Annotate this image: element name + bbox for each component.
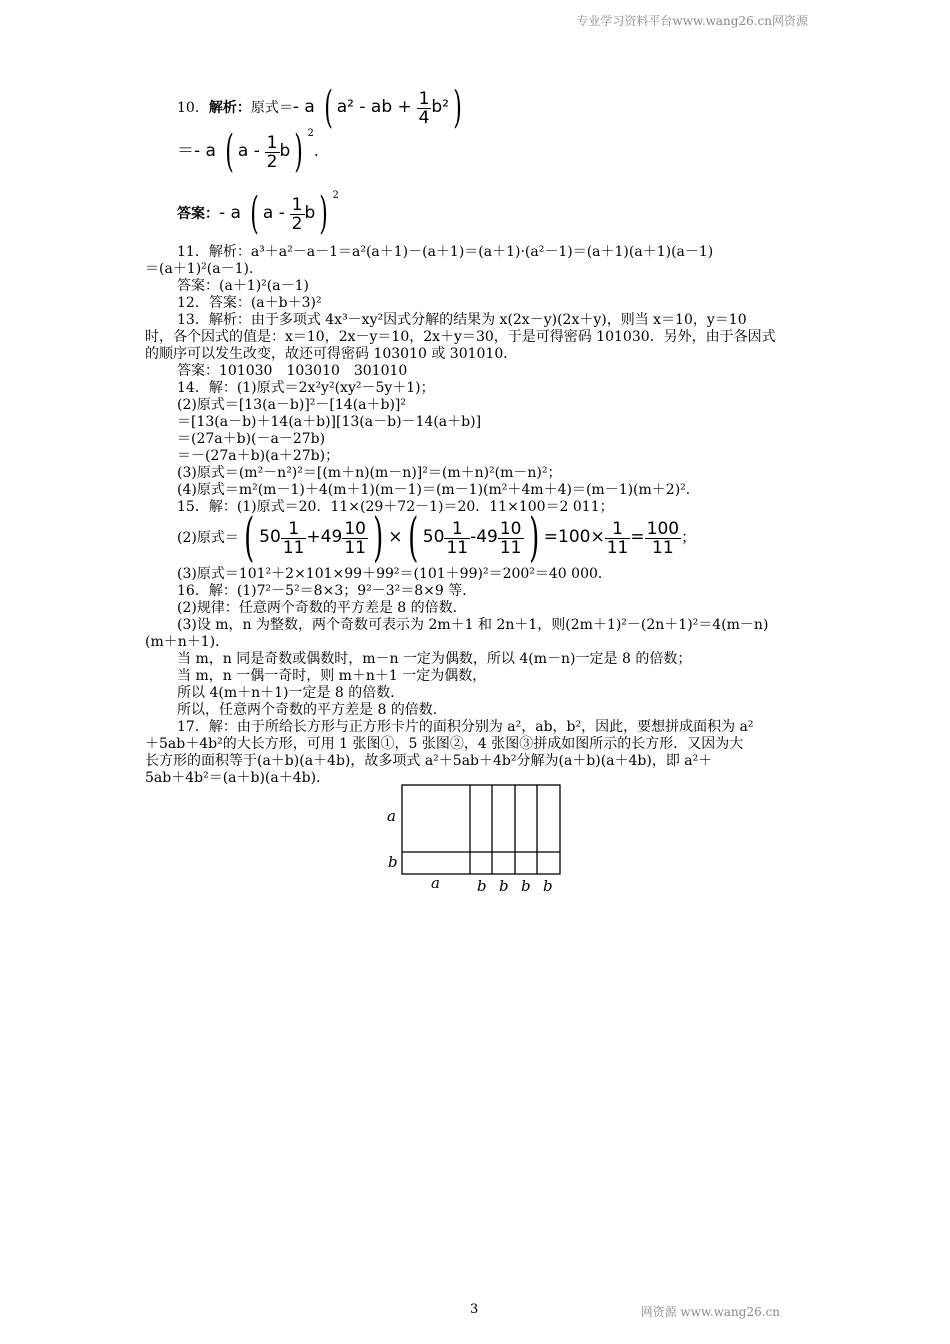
outer-rectangle [402, 785, 560, 874]
fraction [444, 520, 470, 557]
frac-den: 11 [282, 537, 305, 558]
text-line: 答案：(a＋1)²(a－1) [177, 278, 309, 294]
text-line: ＋5ab＋4b²的大长方形，可用 1 张图①，5 张图②，4 张图③拼成如图所示的长方形．又因为大 [145, 736, 744, 752]
fraction [281, 520, 307, 557]
q10-label: 10． [177, 100, 209, 116]
text-line: 当 m，n 一偶一奇时，则 m＋n＋1 一定为偶数， [177, 668, 487, 684]
frac-num: 1 [291, 194, 303, 215]
fraction [265, 134, 280, 171]
frac-den: 11 [446, 537, 469, 558]
text-line: (3)原式＝101²＋2×101×99＋99²＝(101＋99)²＝200²＝40 000． [177, 566, 612, 582]
text-line: 14．解：(1)原式＝2x²y²(xy²－5y＋1)； [177, 380, 435, 396]
q10-l2-pre: ＝- a [177, 141, 216, 161]
q10-text: 原式＝ [250, 100, 293, 116]
fraction [498, 520, 524, 557]
text-line: (2)规律：任意两个奇数的平方差是 8 的倍数． [177, 600, 467, 616]
text-line: 13．解析：由于多项式 4x³－xy²因式分解的结果为 x(2x－y)(2x＋y)，则当 x＝10，y＝10 [177, 312, 747, 328]
figure-label: a [387, 807, 396, 825]
text-line: 时，各个因式的值是：x＝10，2x－y＝10，2x＋y＝30，于是可得密码 101030．另外，由于各因式 [145, 329, 776, 345]
semicolon: ； [681, 528, 697, 546]
equals-expr: =100× [543, 527, 605, 547]
left-paren: ( [323, 82, 333, 133]
frac-num: 1 [266, 132, 278, 153]
q10-answer [177, 188, 339, 239]
frac-num: 100 [646, 518, 680, 539]
exponent: 2 [332, 190, 339, 201]
text-line: 5ab＋4b²＝(a＋b)(a＋4b)． [145, 770, 331, 786]
page-number: 3 [470, 1302, 479, 1317]
frac-num: 1 [605, 520, 631, 539]
text-line: 11．解析：a³＋a²－a－1＝a²(a＋1)－(a＋1)＝(a＋1)·(a²－1)＝(a＋1)(a＋1)(a－1) [177, 244, 714, 260]
frac-den: 11 [344, 537, 366, 558]
frac-den: 11 [652, 537, 674, 558]
page-header: 专业学习资料平台www.wang26.cn网资源 [576, 14, 808, 28]
q10-analysis-label: 解析： [208, 100, 251, 116]
text-line: (2)原式＝[13(a－b)]²－[14(a＋b)]² [177, 397, 406, 413]
text-line: 所以，任意两个奇数的平方差是 8 的倍数． [177, 702, 447, 718]
right-paren: ) [528, 508, 539, 568]
footer-source: 网资源 www.wang26.cn [640, 1305, 780, 1319]
equals-sign: = [630, 527, 645, 547]
whole-number: 50 [259, 527, 281, 547]
rectangle-figure [380, 778, 580, 898]
frac-den: 4 [418, 107, 430, 128]
frac-den: 11 [499, 537, 522, 558]
text-line: 当 m，n 同是奇数或偶数时，m－n 一定为偶数，所以 4(m－n)一定是 8 的倍数； [177, 651, 692, 667]
text-line: ＝[13(a－b)＋14(a＋b)][13(a－b)－14(a＋b)] [177, 414, 482, 430]
frac-den: 2 [266, 151, 278, 172]
fraction [342, 520, 368, 557]
fraction [290, 196, 305, 233]
figure-label: b [521, 877, 531, 895]
text-line: ＝(a＋1)²(a－1)． [145, 261, 263, 277]
right-paren: ) [453, 82, 462, 133]
figure-label: b [499, 877, 509, 895]
q10-l2-inner: a - [237, 141, 260, 161]
text-line: 的顺序可以发生改变，故还可得密码 103010 或 301010． [145, 346, 518, 362]
fraction [605, 520, 631, 557]
q10-line2 [177, 126, 319, 177]
text-line: (4)原式＝m²(m－1)＋4(m＋1)(m－1)＝(m－1)(m²＋4m＋4)＝(m－1)(m＋2)²． [177, 482, 700, 498]
answer-label: 答案： [177, 206, 219, 222]
whole-number: 50 [422, 527, 445, 547]
ans-pre: - a [219, 203, 241, 223]
text-line: (m＋n＋1)． [145, 634, 230, 650]
text-line: 答案：101030 103010 301010 [177, 363, 408, 379]
frac-num: 1 [418, 88, 430, 109]
figure-label: a [431, 874, 440, 892]
right-paren: ) [319, 188, 329, 239]
q15b-label: (2)原式＝ [177, 530, 239, 546]
whole-number: 49 [476, 527, 498, 547]
exponent: 2 [307, 128, 314, 139]
text-line: (3)设 m，n 为整数，两个奇数可表示为 2m＋1 和 2n＋1，则(2m＋1)²－(2n＋1)²＝4(m－n) [177, 617, 769, 633]
frac-den: 11 [606, 537, 629, 558]
q10-line1 [177, 82, 466, 133]
fraction [645, 520, 681, 557]
left-paren: ( [250, 188, 259, 239]
frac-den: 2 [291, 213, 303, 234]
text-line: 17．解：由于所给长方形与正方形卡片的面积分别为 a²，ab，b²，因此，要想拼成面积为 a² [177, 719, 754, 735]
frac-num: 1 [281, 520, 307, 539]
operator: - [470, 527, 477, 547]
text-line: ＝－(27a＋b)(a＋27b)； [177, 448, 340, 464]
frac-num: 10 [499, 518, 522, 539]
q10-tail: b² [431, 97, 449, 117]
frac-num: 10 [344, 518, 366, 539]
q15-part2 [177, 508, 697, 568]
left-paren: ( [225, 126, 234, 177]
q10-inner: a² - ab + [336, 97, 412, 117]
text-line: ＝(27a＋b)(－a－27b) [177, 431, 326, 447]
figure-label: b [477, 877, 487, 895]
right-paren: ) [294, 126, 304, 177]
left-paren: ( [243, 508, 255, 568]
text-line: 所以 4(m＋n＋1)一定是 8 的倍数． [177, 685, 405, 701]
text-line: 15．解：(1)原式＝20．11×(29＋72－1)＝20．11×100＝2 011； [177, 499, 614, 515]
text-line: (3)原式＝(m²－n²)²＝[(m＋n)(m－n)]²＝(m＋n)²(m－n)²； [177, 465, 562, 481]
text-line: 16．解：(1)7²－5²＝8×3；9²－3²＝8×9 等． [177, 583, 477, 599]
ans-tail: b [304, 203, 316, 223]
text-line: 长方形的面积等于(a＋b)(a＋4b)，故多项式 a²＋5ab＋4b²分解为(a＋b)(a＋4b)，即 a²＋ [145, 753, 713, 769]
whole-number: 49 [320, 527, 343, 547]
operator: + [306, 527, 321, 547]
figure-label: b [543, 877, 553, 895]
q10-expr-pre: - a [292, 97, 315, 117]
ans-inner: a - [262, 203, 285, 223]
figure-label: b [388, 853, 398, 871]
fraction [417, 90, 432, 127]
operator: × [388, 527, 403, 547]
frac-num: 1 [444, 520, 470, 539]
left-paren: ( [407, 508, 418, 568]
q10-l2-tail: b [279, 141, 291, 161]
period: . [313, 142, 319, 160]
right-paren: ) [373, 508, 384, 568]
text-line: 12．答案：(a＋b＋3)² [177, 295, 322, 311]
